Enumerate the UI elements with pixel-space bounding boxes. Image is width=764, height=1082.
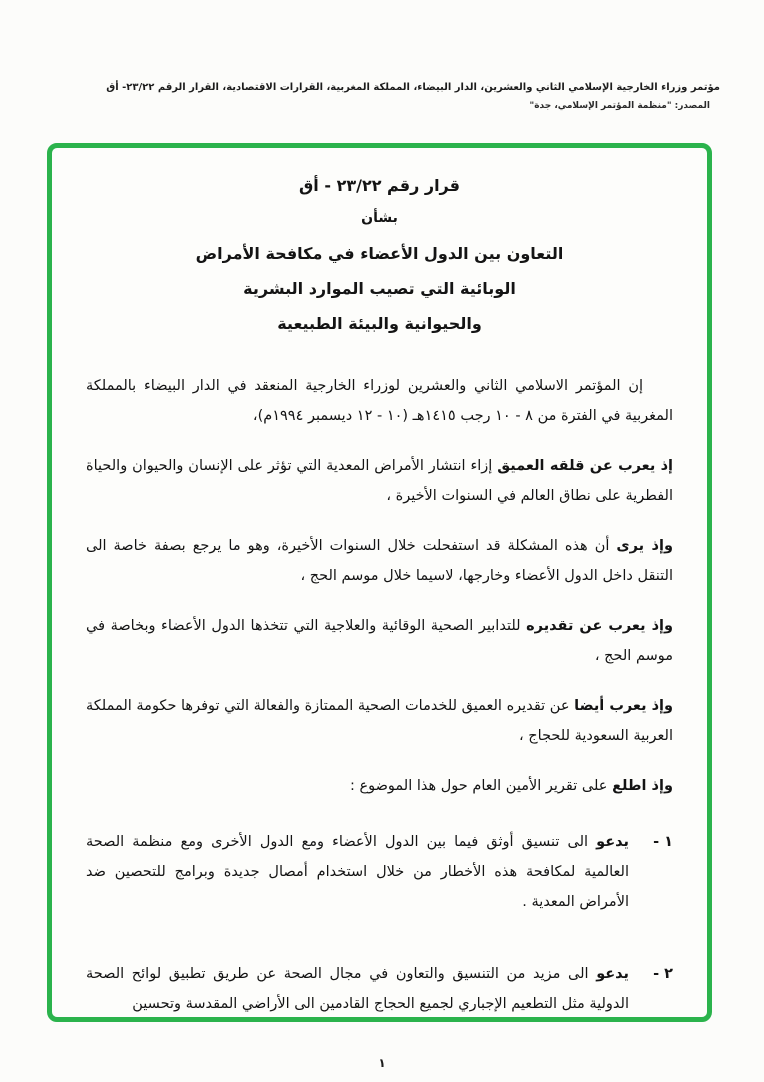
preamble-text-5: على تقرير الأمين العام حول هذا الموضوع :	[349, 778, 608, 794]
item-number-2: ٢ -	[653, 966, 673, 982]
title-block	[86, 176, 673, 341]
preamble-paragraph-1	[86, 451, 673, 511]
preamble-lead-5: وإذ اطلع	[612, 778, 673, 794]
heading-line-1: التعاون بين الدول الأعضاء في مكافحة الأمراض	[195, 244, 564, 263]
document-frame	[47, 143, 712, 1022]
preamble-text-4: عن تقديره العميق للخدمات الصحية الممتازة والفعالة التي توفرها حكومة المملكة العربية السعودية للحجاج ،	[86, 698, 673, 744]
preamble-paragraph-5	[86, 771, 673, 801]
preamble-lead-3: وإذ يعرب عن تقديره	[526, 618, 673, 634]
resolution-number: قرار رقم ٢٣/٢٢ - أق	[299, 176, 460, 195]
preamble-paragraph-3	[86, 611, 673, 671]
preamble-text-2: أن هذه المشكلة قد استفحلت خلال السنوات الأخيرة، وهو ما يرجع بصفة خاصة الى التنقل داخل الدول الأعضاء وخارجها، لاسيما خلال موسم الحج ،	[86, 538, 673, 584]
item-text-2: الى مزيد من التنسيق والتعاون في مجال الصحة عن طريق تطبيق لوائح الصحة الدولية مثل التطعيم الإجباري لجميع الحجاج القادمين الى الأراضي المقدسة وتحسين	[86, 966, 629, 1012]
preamble-paragraph-4	[86, 691, 673, 751]
preamble-paragraph-2	[86, 531, 673, 591]
page-header	[44, 78, 720, 116]
item-body-2	[86, 959, 629, 1019]
regarding-label: بشأن	[361, 210, 398, 226]
operative-items	[86, 827, 673, 1019]
item-body-1	[86, 827, 629, 917]
header-citation: مؤتمر وزراء الخارجية الإسلامي الثاني والعشرين، الدار البيضاء، المملكة المغربية، القرارات الاقتصادية، القرار الرقم ٢٣/٢٢- أق	[106, 82, 720, 93]
heading-line-3: والحيوانية والبيئة الطبيعية	[277, 314, 482, 333]
item-lead-2: يدعو	[596, 966, 630, 982]
item-number-1: ١ -	[653, 834, 673, 850]
preamble-lead-1: إذ يعرب عن قلقه العميق	[497, 458, 674, 474]
item-text-1: الى تنسيق أوثق فيما بين الدول الأعضاء ومع الدول الأخرى ومع منظمة الصحة العالمية لمكافحة هذه الأخطار من خلال استخدام أمصال جديدة وبرامج للتحصين ضد الأمراض المعدية .	[86, 834, 629, 910]
preamble-lead-2: وإذ يرى	[616, 538, 673, 554]
preamble-text-1: إزاء انتشار الأمراض المعدية التي تؤثر على الإنسان والحيوان والحياة الفطرية على نطاق العالم في السنوات الأخيرة ،	[86, 458, 673, 504]
operative-item-1	[86, 827, 673, 917]
page-number: ١	[378, 1056, 386, 1070]
opening-paragraph: إن المؤتمر الاسلامي الثاني والعشرين لوزراء الخارجية المنعقد في الدار البيضاء بالمملكة المغربية في الفترة من ٨ - ١٠ رجب ١٤١٥هـ (١٠ - ١٢ ديسمبر ١٩٩٤م)،	[86, 378, 673, 424]
header-source: المصدر: "منظمة المؤتمر الإسلامي، جدة"	[529, 101, 710, 111]
preamble-lead-4: وإذ يعرب أيضا	[574, 698, 674, 714]
heading-line-2: الوبائية التي تصيب الموارد البشرية	[243, 279, 516, 298]
document-body	[86, 371, 673, 1019]
operative-item-2	[86, 959, 673, 1019]
preamble-text-3: للتدابير الصحية الوقائية والعلاجية التي تتخذها الدول الأعضاء وبخاصة في موسم الحج ،	[86, 618, 673, 664]
item-lead-1: يدعو	[596, 834, 629, 850]
